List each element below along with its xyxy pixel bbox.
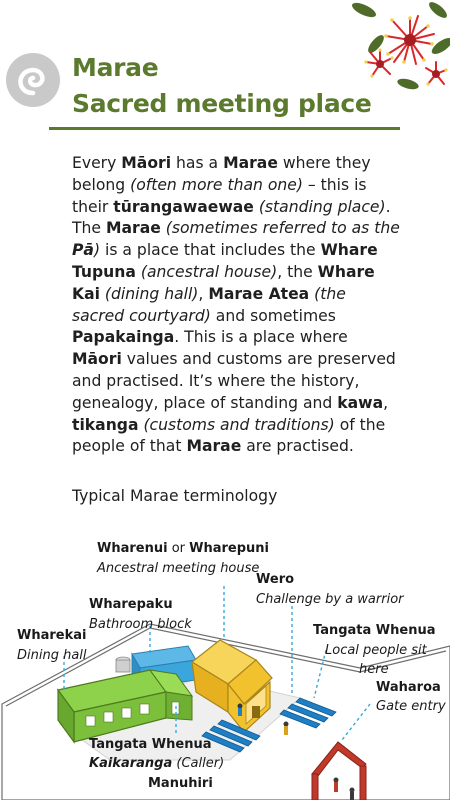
label-wero: Wero — [256, 572, 295, 587]
label-caller: Kaikaranga (Caller) — [89, 756, 225, 771]
koru-spiral-icon — [6, 53, 60, 107]
label-wharekai-desc: Dining hall — [17, 648, 87, 663]
label-tangata-whenua-desc: Local people sit — [325, 643, 427, 658]
title-divider — [49, 127, 400, 130]
label-wero-desc: Challenge by a warrior — [256, 592, 404, 607]
label-tangata-whenua: Tangata Whenua — [313, 623, 436, 638]
terminology-heading: Typical Marae terminology — [72, 487, 278, 505]
label-wharenui: Wharenui or Wharepuni — [97, 541, 270, 556]
label-wharekai: Wharekai — [17, 628, 87, 643]
marae-diagram — [0, 528, 450, 800]
label-tangata-whenua-desc-2: here — [359, 662, 389, 677]
intro-paragraph: Every Māori has a Marae where they belong (often more than one) – this is their tūrangawaewae (standing place). The Marae (sometimes referred to as the Pā) is a place that includes the Whare Tupuna (ancestral house), the Whare Kai (dining hall), Marae Atea (the sacred courtyard) and sometimes Papakainga. This is a place where Māori values and customs are preserved and practised. It’s where the history, genealogy, place of standing and kawa, tikanga (customs and traditions) of the people of that Marae are practised. — [72, 154, 400, 456]
label-waharoa: Waharoa — [376, 680, 441, 695]
title-line-2: Sacred meeting place — [72, 89, 372, 118]
title-line-1: Marae — [72, 53, 159, 82]
page-title — [72, 50, 372, 122]
label-wharepaku: Wharepaku — [89, 597, 173, 612]
label-wharenui-desc: Ancestral meeting house — [97, 561, 260, 576]
label-manuhiri: Manuhiri — [148, 776, 213, 791]
label-wharepaku-desc: Bathroom block — [89, 617, 192, 632]
label-waharoa-desc: Gate entry — [376, 699, 446, 714]
label-caller-title: Tangata Whenua — [89, 737, 212, 752]
